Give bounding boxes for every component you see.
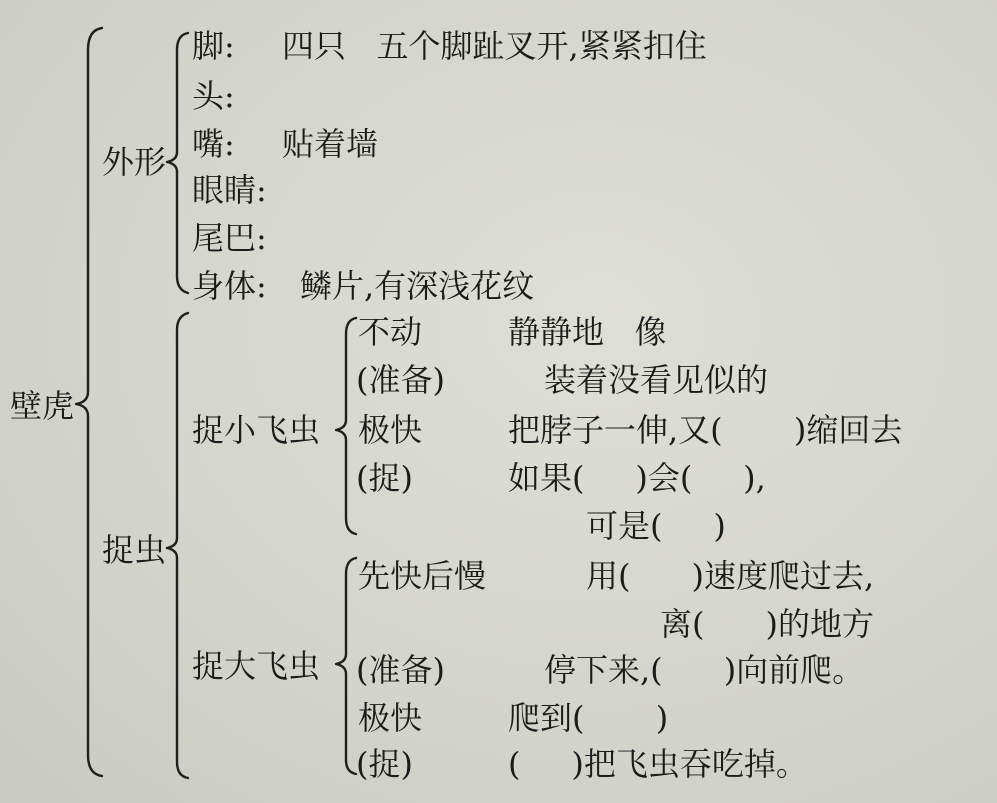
small-title: 捉小飞虫: [192, 411, 321, 449]
appearance-text-feet: 四只 五个脚趾叉开,紧紧扣住: [282, 27, 707, 65]
big-label-4: 极快: [358, 699, 423, 737]
big-label-5: (捉): [356, 745, 413, 783]
small-label-2: (准备): [356, 361, 445, 399]
appearance-label-eyes: 眼睛:: [192, 171, 267, 209]
appearance-label-body: 身体:: [192, 267, 267, 305]
brace-root: [76, 28, 102, 776]
small-label-3: 极快: [358, 411, 423, 449]
brace-small: [336, 318, 356, 534]
appearance-text-body: 鳞片,有深浅花纹: [300, 267, 535, 305]
root-label: 壁虎: [10, 387, 75, 425]
catching-title: 捉虫: [102, 531, 167, 569]
appearance-text-mouth: 贴着墙: [282, 125, 379, 163]
big-text-5: ( )把飞虫吞吃掉。: [508, 745, 808, 783]
brace-appearance: [167, 33, 188, 293]
small-text-2: 装着没看见似的: [544, 361, 769, 399]
appearance-label-mouth: 嘴:: [192, 125, 235, 163]
big-text-4: 爬到( ): [508, 699, 669, 737]
big-text-2: 离( )的地方: [660, 605, 875, 643]
big-label-3: (准备): [356, 651, 445, 689]
appearance-label-tail: 尾巴:: [192, 219, 267, 257]
appearance-label-head: 头:: [192, 77, 235, 115]
brace-big: [336, 558, 356, 774]
small-text-5: 可是( ): [586, 507, 726, 545]
small-text-3: 把脖子一伸,又( )缩回去: [508, 411, 903, 449]
small-label-1: 不动: [358, 313, 423, 351]
small-text-1: 静静地 像: [508, 313, 667, 351]
small-text-4: 如果( )会( ),: [508, 459, 766, 497]
big-text-3: 停下来,( )向前爬。: [544, 651, 865, 689]
appearance-label-feet: 脚:: [192, 27, 235, 65]
appearance-title: 外形: [102, 143, 167, 181]
big-text-1: 用( )速度爬过去,: [586, 557, 875, 595]
big-title: 捉大飞虫: [192, 647, 321, 685]
brace-catching: [167, 313, 188, 778]
small-label-4: (捉): [356, 459, 413, 497]
big-label-1: 先快后慢: [358, 557, 487, 595]
